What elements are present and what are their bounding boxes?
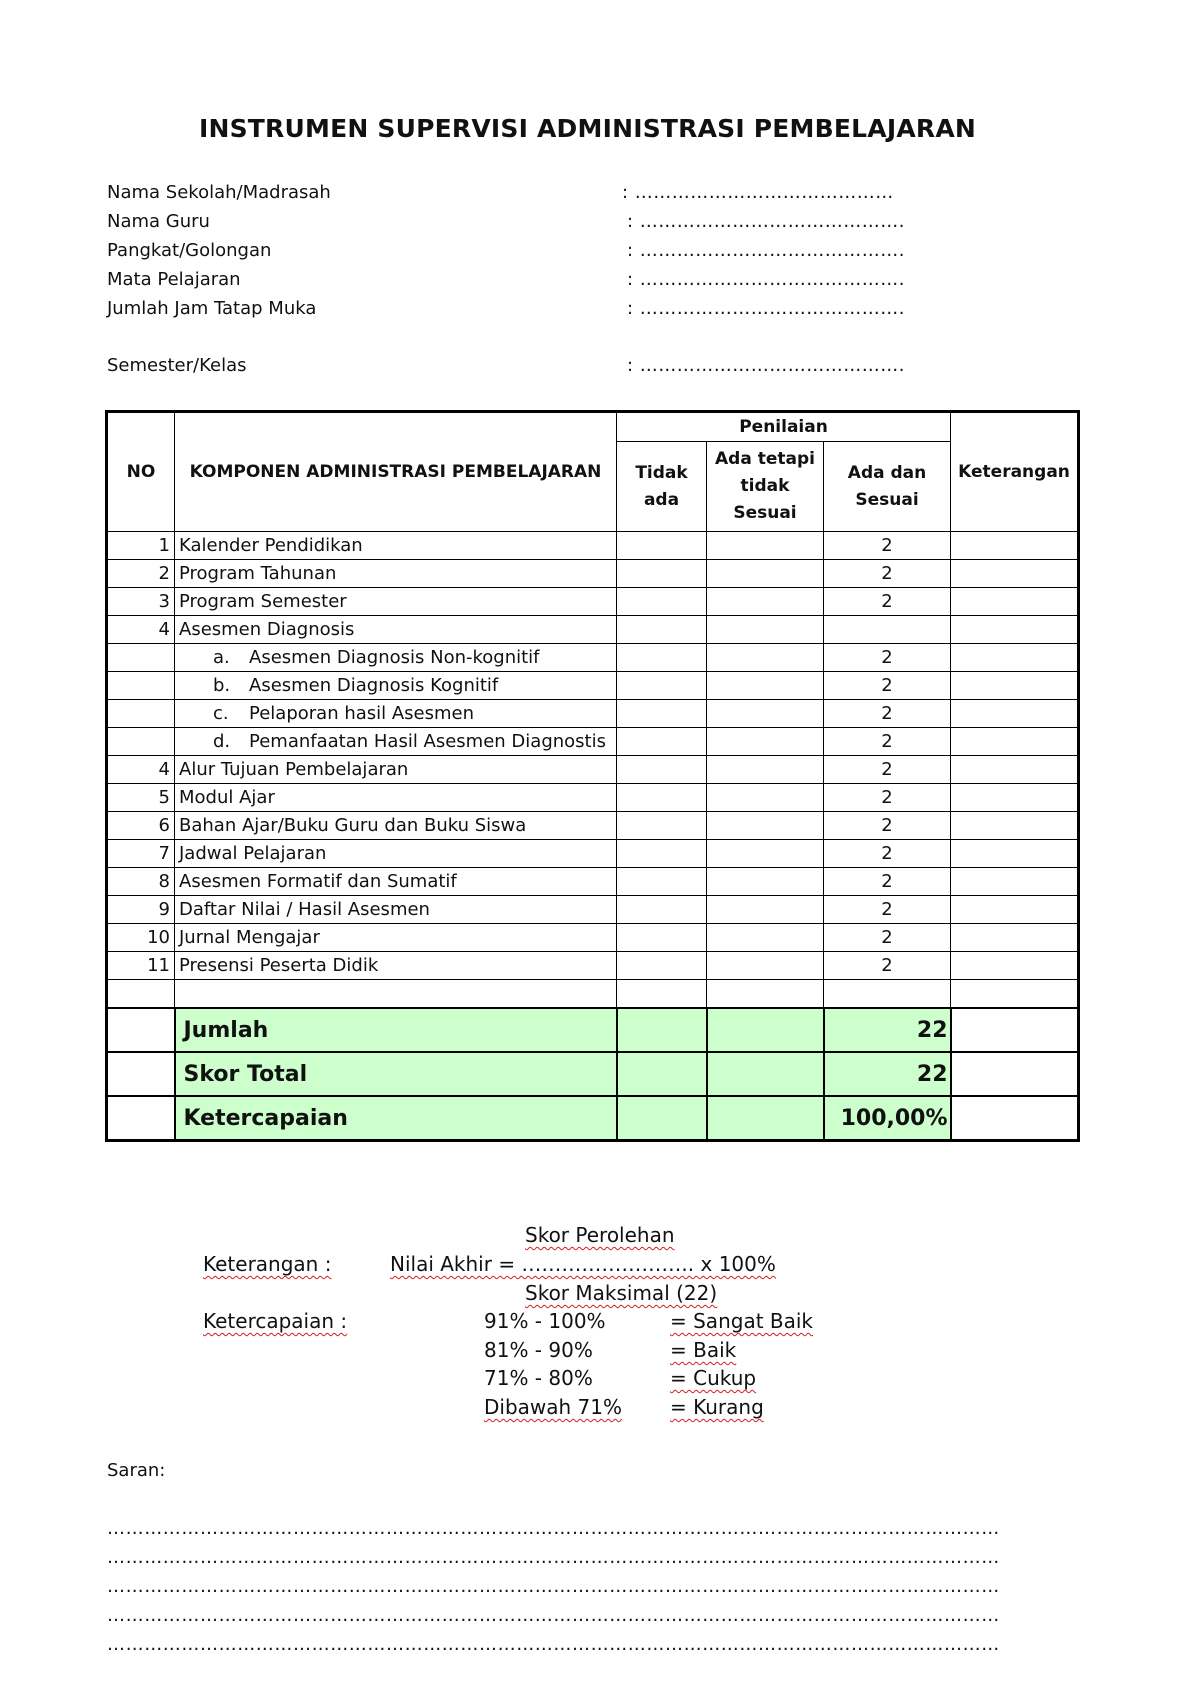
info-row-nama-sekolah (107, 180, 907, 206)
cell-tidak-ada[interactable] (617, 896, 707, 924)
info-value-field[interactable]: : …………………………………… (622, 182, 894, 203)
row-number: 3 (107, 588, 175, 616)
table-row (107, 840, 1079, 868)
table-body (107, 532, 1079, 1141)
header-ada-tidak-sesuai: Ada tetapi tidak Sesuai (707, 442, 824, 532)
cell-keterangan[interactable] (951, 588, 1079, 616)
row-component (175, 672, 617, 700)
info-label: Jumlah Jam Tatap Muka (107, 298, 317, 319)
table-row (107, 868, 1079, 896)
cell-keterangan[interactable] (951, 812, 1079, 840)
component-text: Jurnal Mengajar (179, 927, 320, 948)
cell-ada-sesuai[interactable]: 2 (824, 868, 951, 896)
cell-ada-sesuai[interactable]: 2 (824, 756, 951, 784)
header-penilaian: Penilaian (617, 412, 951, 442)
cell-ada-sesuai[interactable]: 2 (824, 672, 951, 700)
table-row (107, 784, 1079, 812)
cell-ada-sesuai[interactable]: 2 (824, 924, 951, 952)
component-text: Kalender Pendidikan (179, 535, 363, 556)
summary-empty (707, 1008, 824, 1052)
info-row-jam-tatap-muka (107, 296, 907, 322)
table-row (107, 896, 1079, 924)
cell-ada-sesuai[interactable]: 2 (824, 840, 951, 868)
summary-blank (107, 1096, 175, 1141)
cell-ada-tidak-sesuai[interactable] (707, 532, 824, 560)
summary-keterangan (951, 1052, 1079, 1096)
table-row (107, 980, 1079, 1009)
row-component (175, 924, 617, 952)
row-number (107, 728, 175, 756)
summary-blank (107, 1052, 175, 1096)
header-komponen: KOMPONEN ADMINISTRASI PEMBELAJARAN (175, 412, 617, 532)
table-row (107, 812, 1079, 840)
row-component (175, 952, 617, 980)
header-tidak-ada: Tidak ada (617, 442, 707, 532)
sub-letter: d. (213, 731, 231, 752)
cell-ada-tidak-sesuai[interactable] (707, 672, 824, 700)
cell-ada-sesuai[interactable]: 2 (824, 952, 951, 980)
table-row (107, 756, 1079, 784)
summary-keterangan (951, 1096, 1079, 1141)
cell-tidak-ada[interactable] (617, 644, 707, 672)
nilai-akhir-formula (390, 1252, 776, 1276)
summary-empty (707, 1096, 824, 1141)
page-title: INSTRUMEN SUPERVISI ADMINISTRASI PEMBELAJARAN (198, 114, 977, 143)
header-keterangan: Keterangan (951, 412, 1079, 532)
sub-letter: b. (213, 675, 231, 696)
table-row (107, 700, 1079, 728)
cell-ada-sesuai[interactable]: 2 (824, 532, 951, 560)
row-number (107, 700, 175, 728)
summary-label: Jumlah (175, 1008, 617, 1052)
cell-keterangan[interactable] (951, 560, 1079, 588)
row-number: 9 (107, 896, 175, 924)
summary-value: 22 (824, 1052, 951, 1096)
range-result: = Baik (670, 1338, 737, 1362)
component-text: Bahan Ajar/Buku Guru dan Buku Siswa (179, 815, 527, 836)
cell-keterangan[interactable] (951, 924, 1079, 952)
cell-keterangan[interactable] (951, 672, 1079, 700)
info-label: Mata Pelajaran (107, 269, 241, 290)
summary-row (107, 1096, 1079, 1141)
cell-ada-tidak-sesuai[interactable] (707, 980, 824, 1009)
cell-ada-sesuai[interactable]: 2 (824, 728, 951, 756)
row-component (175, 980, 617, 1009)
info-label: Semester/Kelas (107, 355, 247, 376)
row-component (175, 560, 617, 588)
summary-label: Ketercapaian (175, 1096, 617, 1141)
row-component (175, 616, 617, 644)
ketercapaian-label: Ketercapaian : (203, 1309, 348, 1333)
info-row-pangkat (107, 238, 907, 264)
cell-tidak-ada[interactable] (617, 784, 707, 812)
info-value-field[interactable]: : ……………………………………. (627, 298, 906, 319)
component-text: Modul Ajar (179, 787, 275, 808)
component-text: Pelaporan hasil Asesmen (249, 703, 475, 724)
row-number: 6 (107, 812, 175, 840)
cell-ada-tidak-sesuai[interactable] (707, 896, 824, 924)
info-value-field[interactable]: : ……………………………………. (627, 269, 906, 290)
cell-keterangan[interactable] (951, 784, 1079, 812)
summary-empty (617, 1096, 707, 1141)
saran-line[interactable]: ……………………………………………………………………………………………………………………………… (107, 1634, 1000, 1655)
row-component (175, 868, 617, 896)
table-row (107, 924, 1079, 952)
cell-tidak-ada[interactable] (617, 756, 707, 784)
cell-keterangan[interactable] (951, 644, 1079, 672)
info-label: Pangkat/Golongan (107, 240, 272, 261)
header-ada-sesuai: Ada dan Sesuai (824, 442, 951, 532)
row-component (175, 756, 617, 784)
cell-keterangan[interactable] (951, 756, 1079, 784)
cell-tidak-ada[interactable] (617, 700, 707, 728)
component-text: Asesmen Diagnosis Kognitif (249, 675, 499, 696)
cell-ada-tidak-sesuai[interactable] (707, 588, 824, 616)
row-component (175, 532, 617, 560)
cell-keterangan[interactable] (951, 952, 1079, 980)
row-number (107, 644, 175, 672)
range-result: = Kurang (670, 1395, 764, 1419)
cell-keterangan[interactable] (951, 532, 1079, 560)
cell-ada-tidak-sesuai[interactable] (707, 924, 824, 952)
cell-tidak-ada[interactable] (617, 616, 707, 644)
row-component (175, 896, 617, 924)
cell-ada-sesuai[interactable]: 2 (824, 560, 951, 588)
component-text: Presensi Peserta Didik (179, 955, 379, 976)
row-number (107, 980, 175, 1009)
summary-keterangan (951, 1008, 1079, 1052)
info-label: Nama Sekolah/Madrasah (107, 182, 331, 203)
component-text: Jadwal Pelajaran (179, 843, 327, 864)
cell-ada-tidak-sesuai[interactable] (707, 644, 824, 672)
cell-ada-tidak-sesuai[interactable] (707, 616, 824, 644)
cell-ada-tidak-sesuai[interactable] (707, 784, 824, 812)
cell-keterangan[interactable] (951, 840, 1079, 868)
row-component (175, 812, 617, 840)
row-component (175, 728, 617, 756)
table-row (107, 616, 1079, 644)
row-component (175, 700, 617, 728)
cell-ada-sesuai[interactable]: 2 (824, 700, 951, 728)
sub-letter: a. (213, 647, 230, 668)
range-text: 71% - 80% (484, 1366, 593, 1390)
row-component (175, 644, 617, 672)
summary-value: 22 (824, 1008, 951, 1052)
summary-empty (617, 1008, 707, 1052)
table-row (107, 560, 1079, 588)
cell-tidak-ada[interactable] (617, 588, 707, 616)
cell-keterangan[interactable] (951, 868, 1079, 896)
saran-line[interactable]: ……………………………………………………………………………………………………………………………… (107, 1576, 1000, 1597)
cell-tidak-ada[interactable] (617, 728, 707, 756)
cell-keterangan[interactable] (951, 700, 1079, 728)
info-value-field[interactable]: : ……………………………………. (627, 211, 906, 232)
row-number (107, 672, 175, 700)
component-text: Program Semester (179, 591, 347, 612)
component-text: Asesmen Diagnosis (179, 619, 355, 640)
cell-keterangan[interactable] (951, 728, 1079, 756)
cell-ada-tidak-sesuai[interactable] (707, 812, 824, 840)
component-text: Pemanfaatan Hasil Asesmen Diagnostis (249, 731, 606, 752)
row-number: 7 (107, 840, 175, 868)
cell-tidak-ada[interactable] (617, 952, 707, 980)
cell-ada-sesuai[interactable]: 2 (824, 812, 951, 840)
skor-perolehan-text: Skor Perolehan (525, 1223, 675, 1247)
cell-ada-tidak-sesuai[interactable] (707, 560, 824, 588)
table-row (107, 952, 1079, 980)
saran-label: Saran: (107, 1460, 166, 1481)
cell-ada-sesuai[interactable] (824, 980, 951, 1009)
component-text: Program Tahunan (179, 563, 337, 584)
sub-letter: c. (213, 703, 229, 724)
info-row-nama-guru (107, 209, 907, 235)
row-component (175, 784, 617, 812)
cell-tidak-ada[interactable] (617, 868, 707, 896)
row-number: 4 (107, 756, 175, 784)
range-text: Dibawah 71% (484, 1395, 623, 1419)
cell-ada-tidak-sesuai[interactable] (707, 868, 824, 896)
row-component (175, 840, 617, 868)
summary-row (107, 1052, 1079, 1096)
info-row-mata-pelajaran (107, 267, 907, 293)
range-text: 81% - 90% (484, 1338, 593, 1362)
info-label: Nama Guru (107, 211, 210, 232)
summary-empty (707, 1052, 824, 1096)
cell-ada-sesuai[interactable]: 2 (824, 644, 951, 672)
summary-blank (107, 1008, 175, 1052)
cell-tidak-ada[interactable] (617, 924, 707, 952)
row-number: 2 (107, 560, 175, 588)
row-component (175, 588, 617, 616)
cell-ada-tidak-sesuai[interactable] (707, 756, 824, 784)
cell-ada-tidak-sesuai[interactable] (707, 840, 824, 868)
nilai-akhir-text: Nilai Akhir = …………………….. x 100% (390, 1252, 776, 1276)
summary-row (107, 1008, 1079, 1052)
cell-tidak-ada[interactable] (617, 840, 707, 868)
keterangan-label: Keterangan : (203, 1252, 332, 1276)
row-number: 5 (107, 784, 175, 812)
table-row (107, 588, 1079, 616)
row-number: 11 (107, 952, 175, 980)
saran-line[interactable]: ……………………………………………………………………………………………………………………………… (107, 1605, 1000, 1626)
row-number: 10 (107, 924, 175, 952)
row-number: 4 (107, 616, 175, 644)
summary-empty (617, 1052, 707, 1096)
cell-tidak-ada[interactable] (617, 980, 707, 1009)
header-no: NO (107, 412, 175, 532)
component-text: Asesmen Diagnosis Non-kognitif (249, 647, 540, 668)
component-text: Daftar Nilai / Hasil Asesmen (179, 899, 430, 920)
cell-tidak-ada[interactable] (617, 672, 707, 700)
cell-ada-sesuai[interactable] (824, 616, 951, 644)
table-row (107, 644, 1079, 672)
cell-keterangan[interactable] (951, 896, 1079, 924)
table-row (107, 728, 1079, 756)
cell-ada-sesuai[interactable]: 2 (824, 896, 951, 924)
cell-ada-tidak-sesuai[interactable] (707, 728, 824, 756)
row-number: 1 (107, 532, 175, 560)
skor-maksimal-text: Skor Maksimal (22) (525, 1281, 718, 1305)
table-row (107, 532, 1079, 560)
supervision-table (105, 410, 1080, 1142)
table-row (107, 672, 1079, 700)
info-value-field[interactable]: : ……………………………………. (627, 240, 906, 261)
cell-ada-tidak-sesuai[interactable] (707, 952, 824, 980)
saran-line[interactable]: ……………………………………………………………………………………………………………………………… (107, 1518, 1000, 1539)
cell-tidak-ada[interactable] (617, 560, 707, 588)
range-result: = Cukup (670, 1366, 757, 1390)
saran-line[interactable]: ……………………………………………………………………………………………………………………………… (107, 1547, 1000, 1568)
row-number: 8 (107, 868, 175, 896)
range-text: 91% - 100% (484, 1309, 606, 1333)
cell-ada-sesuai[interactable]: 2 (824, 784, 951, 812)
info-value-field[interactable]: : ……………………………………. (627, 355, 906, 376)
cell-ada-sesuai[interactable]: 2 (824, 588, 951, 616)
cell-tidak-ada[interactable] (617, 812, 707, 840)
cell-ada-tidak-sesuai[interactable] (707, 700, 824, 728)
info-row-semester-kelas (107, 353, 907, 379)
component-text: Asesmen Formatif dan Sumatif (179, 871, 457, 892)
range-result: = Sangat Baik (670, 1309, 814, 1333)
summary-label: Skor Total (175, 1052, 617, 1096)
cell-tidak-ada[interactable] (617, 532, 707, 560)
cell-keterangan[interactable] (951, 980, 1079, 1009)
cell-keterangan[interactable] (951, 616, 1079, 644)
summary-value: 100,00% (824, 1096, 951, 1141)
component-text: Alur Tujuan Pembelajaran (179, 759, 409, 780)
